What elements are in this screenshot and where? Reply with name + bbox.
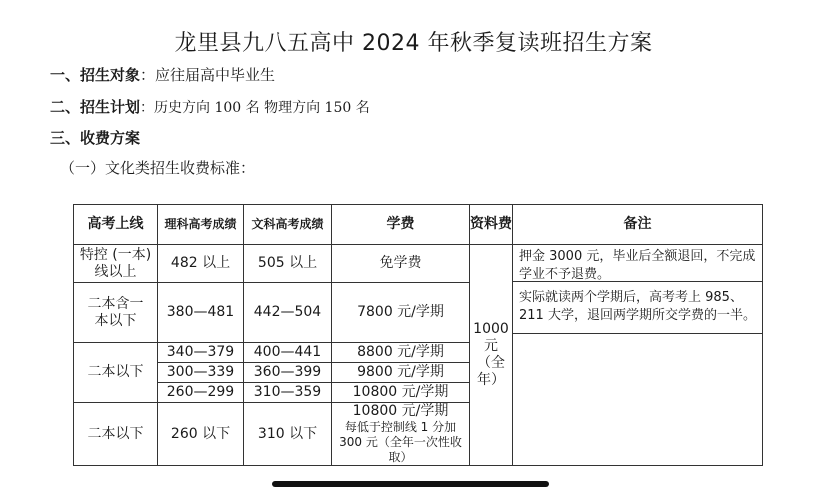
cell-arts: 310—359 [244, 383, 332, 403]
cell-level: 二本以下 [74, 343, 158, 403]
cell-notes [513, 245, 763, 466]
header-notes: 备注 [513, 205, 763, 245]
tuition-main: 10800 元/学期 [352, 403, 449, 419]
cell-arts: 360—399 [244, 363, 332, 383]
cell-tuition: 10800 元/学期 [332, 383, 470, 403]
table-row [74, 245, 763, 283]
section-label: 二、招生计划 [50, 98, 141, 116]
page-title: 龙里县九八五高中 2024 年秋季复读班招生方案 [174, 31, 653, 56]
fee-table [73, 204, 763, 466]
cell-material-fee: 1000 元（全年） [470, 245, 513, 466]
cell-tuition [332, 403, 470, 466]
cell-arts: 310 以下 [244, 403, 332, 466]
section-recruit-plan [50, 96, 370, 117]
cell-science: 260 以下 [158, 403, 244, 466]
header-arts: 文科高考成绩 [244, 205, 332, 245]
cell-science: 482 以上 [158, 245, 244, 283]
header-science: 理科高考成绩 [158, 205, 244, 245]
cell-science: 300—339 [158, 363, 244, 383]
tuition-surcharge-note: 每低于控制线 1 分加 300 元（全年一次性收取） [339, 420, 462, 464]
subsection-title: （一）文化类招生收费标准： [60, 159, 256, 177]
cell-science: 260—299 [158, 383, 244, 403]
section-text: ：历史方向 100 名 物理方向 150 名 [140, 100, 370, 116]
section-label: 一、招生对象 [50, 66, 141, 84]
note-deposit: 押金 3000 元，毕业后全额退回，不完成学业不予退费。 [513, 245, 762, 282]
cell-tuition: 7800 元/学期 [332, 283, 470, 343]
header-material-fee: 资料费 [470, 205, 513, 245]
table-header-row [74, 205, 763, 245]
cell-science: 340—379 [158, 343, 244, 363]
header-tuition: 学费 [332, 205, 470, 245]
cell-level: 二本以下 [74, 403, 158, 466]
cell-level: 二本含一本以下 [74, 283, 158, 343]
cell-level: 特控 (一本) 线以上 [74, 245, 158, 283]
section-recruit-target [50, 64, 275, 85]
header-level: 高考上线 [74, 205, 158, 245]
section-fee-plan [50, 127, 140, 148]
cell-tuition: 免学费 [332, 245, 470, 283]
home-indicator[interactable] [272, 481, 549, 487]
cell-arts: 442—504 [244, 283, 332, 343]
cell-arts: 505 以上 [244, 245, 332, 283]
cell-tuition: 9800 元/学期 [332, 363, 470, 383]
note-refund: 实际就读两个学期后，高考考上 985、211 大学，退回两学期所交学费的一半。 [513, 282, 762, 334]
section-label: 三、收费方案 [50, 129, 141, 147]
section-text: ：应往届高中毕业生 [140, 66, 276, 84]
cell-arts: 400—441 [244, 343, 332, 363]
cell-tuition: 8800 元/学期 [332, 343, 470, 363]
cell-science: 380—481 [158, 283, 244, 343]
